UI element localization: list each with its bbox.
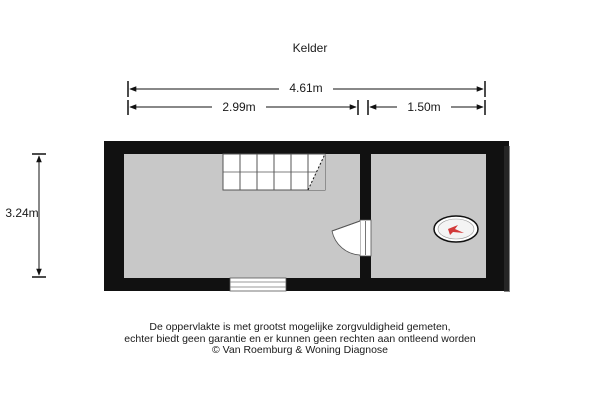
total-width-dimension [128,79,485,97]
disclaimer [0,322,600,357]
left-room-width-label: 2.99m [222,100,256,114]
total-width-label: 4.61m [289,81,323,95]
right-room-floor [371,154,486,278]
right-room-width-dimension [368,98,485,115]
right-room-width-label: 1.50m [407,100,441,114]
plan-title: Kelder [292,41,328,55]
window [230,278,286,291]
disclaimer-line-1: De oppervlakte is met grootst mogelijke zorgvuldigheid gemeten, [149,321,451,333]
copyright-line: © Van Roemburg & Woning Diagnose [211,344,389,356]
height-dimension [5,154,46,277]
left-room-width-dimension [128,98,358,115]
height-label: 3.24m [5,206,39,220]
boiler-icon [434,216,478,242]
disclaimer-line-2: echter biedt geen garantie en er kunnen geen rechten aan ontleend worden [124,332,476,345]
staircase [223,154,325,190]
